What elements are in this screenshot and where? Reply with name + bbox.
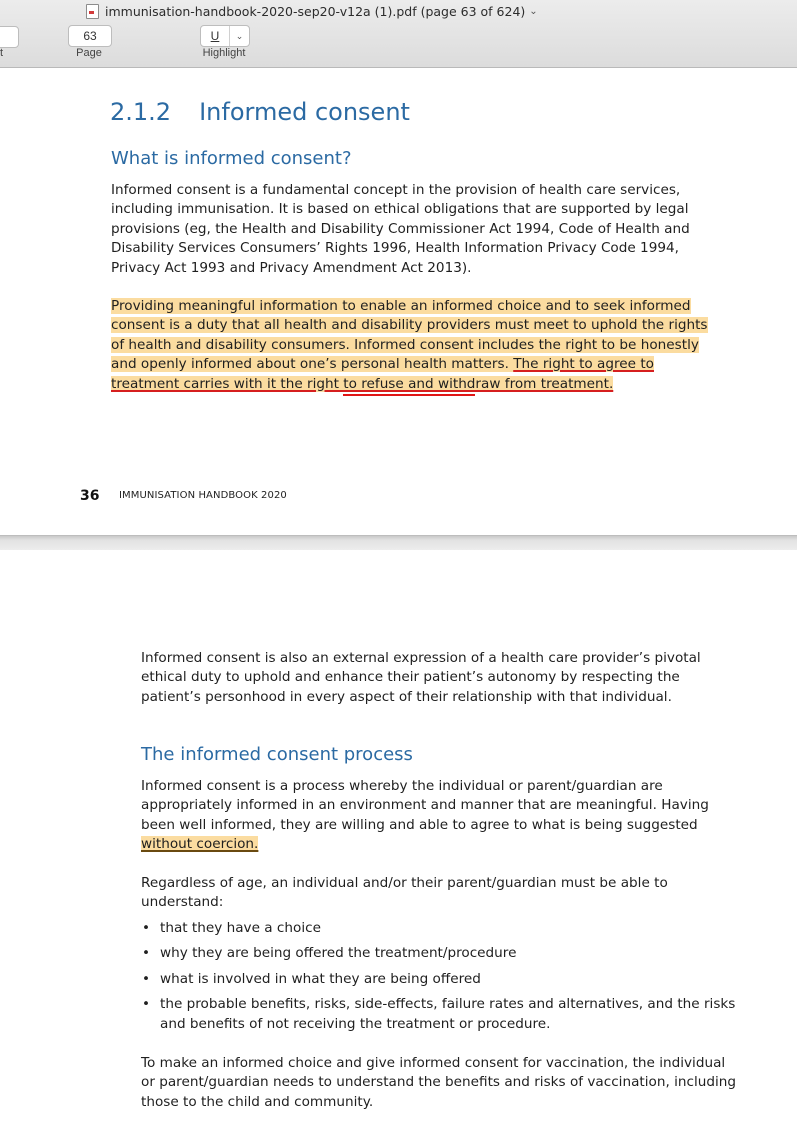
previous-control-label: t	[0, 47, 4, 59]
chevron-down-icon[interactable]: ⌄	[235, 31, 244, 41]
page-separator	[0, 535, 797, 550]
paragraph-informed-consent-definition	[111, 181, 690, 278]
paragraph-ethical-duty	[141, 649, 701, 707]
underline-icon[interactable]: U	[201, 26, 230, 46]
highlight-annotation[interactable]: consent is a duty that all health and disability providers must meet to uphold the rights	[111, 317, 708, 334]
paragraph-vaccination-consent	[141, 1054, 736, 1112]
list-item-text: the probable benefits, risks, side-effects, failure rates and alternatives, and the risks	[160, 996, 736, 1013]
text-line: Regardless of age, an individual and/or their parent/guardian must be able to	[141, 875, 668, 891]
page-number-input[interactable]: 63	[68, 25, 112, 47]
highlight-button[interactable]	[200, 25, 250, 47]
list-item-text: why they are being offered the treatment/procedure	[160, 945, 517, 962]
list-item-text: what is involved in what they are being offered	[160, 970, 481, 987]
subheading-informed-consent-process: The informed consent process	[141, 744, 413, 765]
section-number: 2.1.2	[110, 98, 172, 126]
text-line: To make an informed choice and give informed consent for vaccination, the individual	[141, 1055, 726, 1071]
text-line: Privacy Act 1993 and Privacy Amendment Act 2013).	[111, 259, 472, 276]
text-line: those to the child and community.	[141, 1093, 374, 1110]
text-line: provisions (eg, the Health and Disability Commissioner Act 1994, Code of Health and	[111, 220, 690, 237]
highlight-annotation[interactable]: of health and disability consumers. Informed consent includes the right to be honestly	[111, 336, 699, 353]
text-line: Informed consent is also an external expression of a health care provider’s pivotal	[141, 650, 701, 666]
text-line: Informed consent is a fundamental concept in the provision of health care services,	[111, 182, 681, 198]
text-line: Disability Services Consumers’ Rights 1996, Health Information Privacy Code 1994,	[111, 240, 679, 257]
paragraph-understand	[141, 874, 668, 913]
section-title: Informed consent	[199, 98, 410, 126]
text-fragment: been well informed	[141, 816, 272, 833]
spellcheck-underline	[343, 394, 475, 396]
bullet-icon: •	[142, 945, 151, 962]
text-line: including immunisation. It is based on ethical obligations that are supported by legal	[111, 201, 689, 218]
window-title-text: immunisation-handbook-2020-sep20-v12a (1).pdf (page 63 of 624)	[105, 3, 526, 19]
footer-title: IMMUNISATION HANDBOOK 2020	[119, 490, 287, 501]
text-line: Informed consent is a process whereby the individual or parent/guardian are	[141, 778, 663, 794]
text-fragment: , they are willing and able to agree to what is being suggested	[271, 816, 698, 833]
highlight-label: Highlight	[202, 47, 246, 59]
window-title[interactable]	[86, 3, 538, 19]
text-line: ethical duty to uphold and enhance their patient’s autonomy by respecting the	[141, 669, 680, 686]
text-line: understand:	[141, 894, 224, 911]
pdf-document-icon	[86, 4, 99, 19]
highlight-annotation[interactable]: without coercion.	[141, 836, 259, 853]
subheading-what-is-informed-consent: What is informed consent?	[111, 148, 352, 169]
text-line: appropriately informed in an environment and manner that are meaningful. Having	[141, 797, 709, 814]
underline-annotation[interactable]: The right to agree to	[513, 356, 654, 373]
previous-control[interactable]	[0, 26, 19, 48]
list-item	[141, 970, 735, 989]
highlight-annotation[interactable]: and openly informed about one’s personal health matters.	[111, 356, 514, 373]
bullet-icon: •	[142, 970, 151, 987]
toolbar	[0, 0, 797, 68]
underline-annotation[interactable]: treatment carries with it the right to refuse and withdraw from treatment.	[111, 375, 614, 392]
list-item	[141, 919, 735, 938]
highlight-annotation[interactable]: Providing meaningful information to enable an informed choice and to seek informed	[111, 298, 691, 314]
bullet-icon: •	[142, 996, 151, 1013]
paragraph-consent-process	[141, 777, 709, 855]
text-line: or parent/guardian needs to understand the benefits and risks of vaccination, including	[141, 1074, 736, 1091]
chevron-down-icon[interactable]: ⌄	[529, 5, 538, 17]
text-line: patient’s personhood in every aspect of their relationship with that individual.	[141, 688, 672, 705]
bullet-list	[141, 919, 735, 1040]
section-heading	[110, 98, 410, 126]
bullet-icon: •	[142, 920, 151, 936]
list-item-text: and benefits of not receiving the treatment or procedure.	[160, 1015, 551, 1032]
page-label: Page	[76, 47, 102, 59]
highlighted-paragraph[interactable]	[111, 297, 708, 394]
list-item-text: that they have a choice	[160, 920, 321, 936]
list-item	[141, 995, 735, 1034]
footer-page-number: 36	[80, 488, 100, 504]
list-item	[141, 944, 735, 963]
